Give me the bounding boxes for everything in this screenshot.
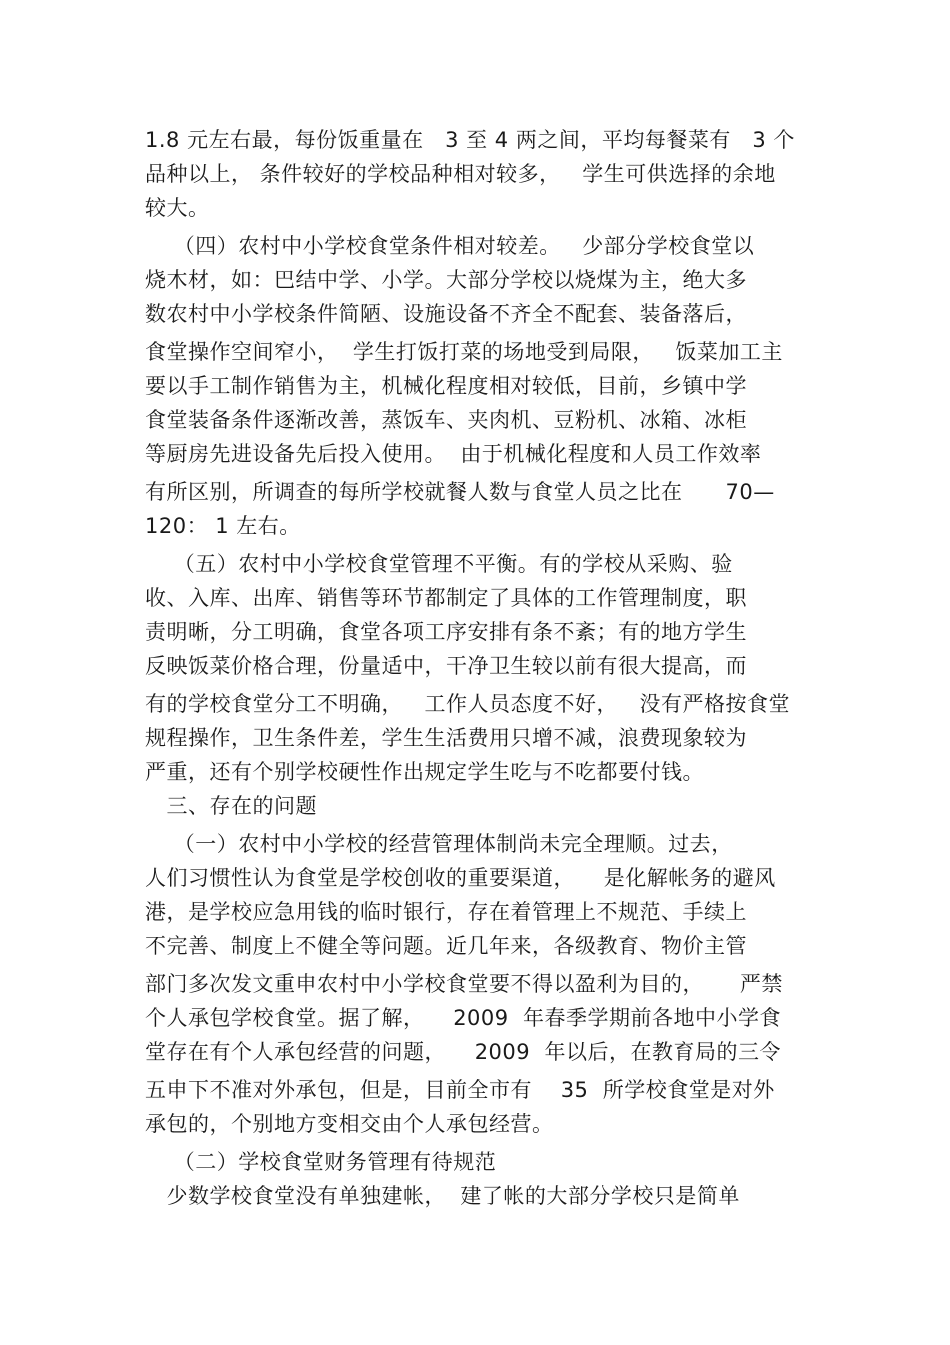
text-line: 收、入库、出库、销售等环节都制定了具体的工作管理制度，职 bbox=[145, 586, 747, 610]
text-line: 品种以上， 条件较好的学校品种相对较多， 学生可供选择的余地 bbox=[145, 162, 776, 186]
text-line: 烧木材，如：巴结中学、小学。大部分学校以烧煤为主，绝大多 bbox=[145, 268, 747, 292]
text-line: 120： 1 左右。 bbox=[145, 514, 301, 538]
text-line: 人们习惯性认为食堂是学校创收的重要渠道， 是化解帐务的避风 bbox=[145, 866, 776, 890]
text-line: 个人承包学校食堂。据了解， 2009 年春季学期前各地中小学食 bbox=[145, 1006, 781, 1030]
text-line: 部门多次发文重申农村中小学校食堂要不得以盈利为目的， 严禁 bbox=[145, 972, 783, 996]
text-line: 少数学校食堂没有单独建帐， 建了帐的大部分学校只是简单 bbox=[145, 1184, 740, 1208]
text-line: 等厨房先进设备先后投入使用。 由于机械化程度和人员工作效率 bbox=[145, 442, 762, 466]
text-line: 有所区别，所调查的每所学校就餐人数与食堂人员之比在 70— bbox=[145, 480, 775, 504]
text-line: 规程操作，卫生条件差，学生生活费用只增不减，浪费现象较为 bbox=[145, 726, 747, 750]
text-line: 要以手工制作销售为主，机械化程度相对较低，目前，乡镇中学 bbox=[145, 374, 747, 398]
text-line: 五申下不准对外承包，但是，目前全市有 35 所学校食堂是对外 bbox=[145, 1078, 775, 1102]
text-line: 较大。 bbox=[145, 196, 210, 220]
text-line: 数农村中小学校条件简陋、设施设备不齐全不配套、装备落后， bbox=[145, 302, 747, 326]
text-line: 有的学校食堂分工不明确， 工作人员态度不好， 没有严格按食堂 bbox=[145, 692, 791, 716]
text-line: （五）农村中小学校食堂管理不平衡。有的学校从采购、验 bbox=[145, 552, 733, 576]
text-line: （一）农村中小学校的经营管理体制尚未完全理顺。过去， bbox=[145, 832, 733, 856]
text-line: 堂存在有个人承包经营的问题， 2009 年以后，在教育局的三令 bbox=[145, 1040, 781, 1064]
text-line: 港，是学校应急用钱的临时银行，存在着管理上不规范、手续上 bbox=[145, 900, 747, 924]
text-line: 反映饭菜价格合理，份量适中，干净卫生较以前有很大提高，而 bbox=[145, 654, 747, 678]
text-line: 食堂操作空间窄小， 学生打饭打菜的场地受到局限， 饭菜加工主 bbox=[145, 340, 783, 364]
text-line: 食堂装备条件逐渐改善，蒸饭车、夹肉机、豆粉机、冰箱、冰柜 bbox=[145, 408, 747, 432]
text-line: 责明晰，分工明确，食堂各项工序安排有条不紊；有的地方学生 bbox=[145, 620, 747, 644]
text-line: 严重，还有个别学校硬性作出规定学生吃与不吃都要付钱。 bbox=[145, 760, 704, 784]
text-line: 不完善、制度上不健全等问题。近几年来，各级教育、物价主管 bbox=[145, 934, 747, 958]
subsection-heading: （二）学校食堂财务管理有待规范 bbox=[145, 1150, 497, 1174]
text-line: （四）农村中小学校食堂条件相对较差。 少部分学校食堂以 bbox=[145, 234, 755, 258]
text-line: 承包的，个别地方变相交由个人承包经营。 bbox=[145, 1112, 554, 1136]
text-line: 1.8 元左右最，每份饭重量在 3 至 4 两之间，平均每餐菜有 3 个 bbox=[145, 128, 795, 152]
section-heading: 三、存在的问题 bbox=[145, 794, 318, 818]
